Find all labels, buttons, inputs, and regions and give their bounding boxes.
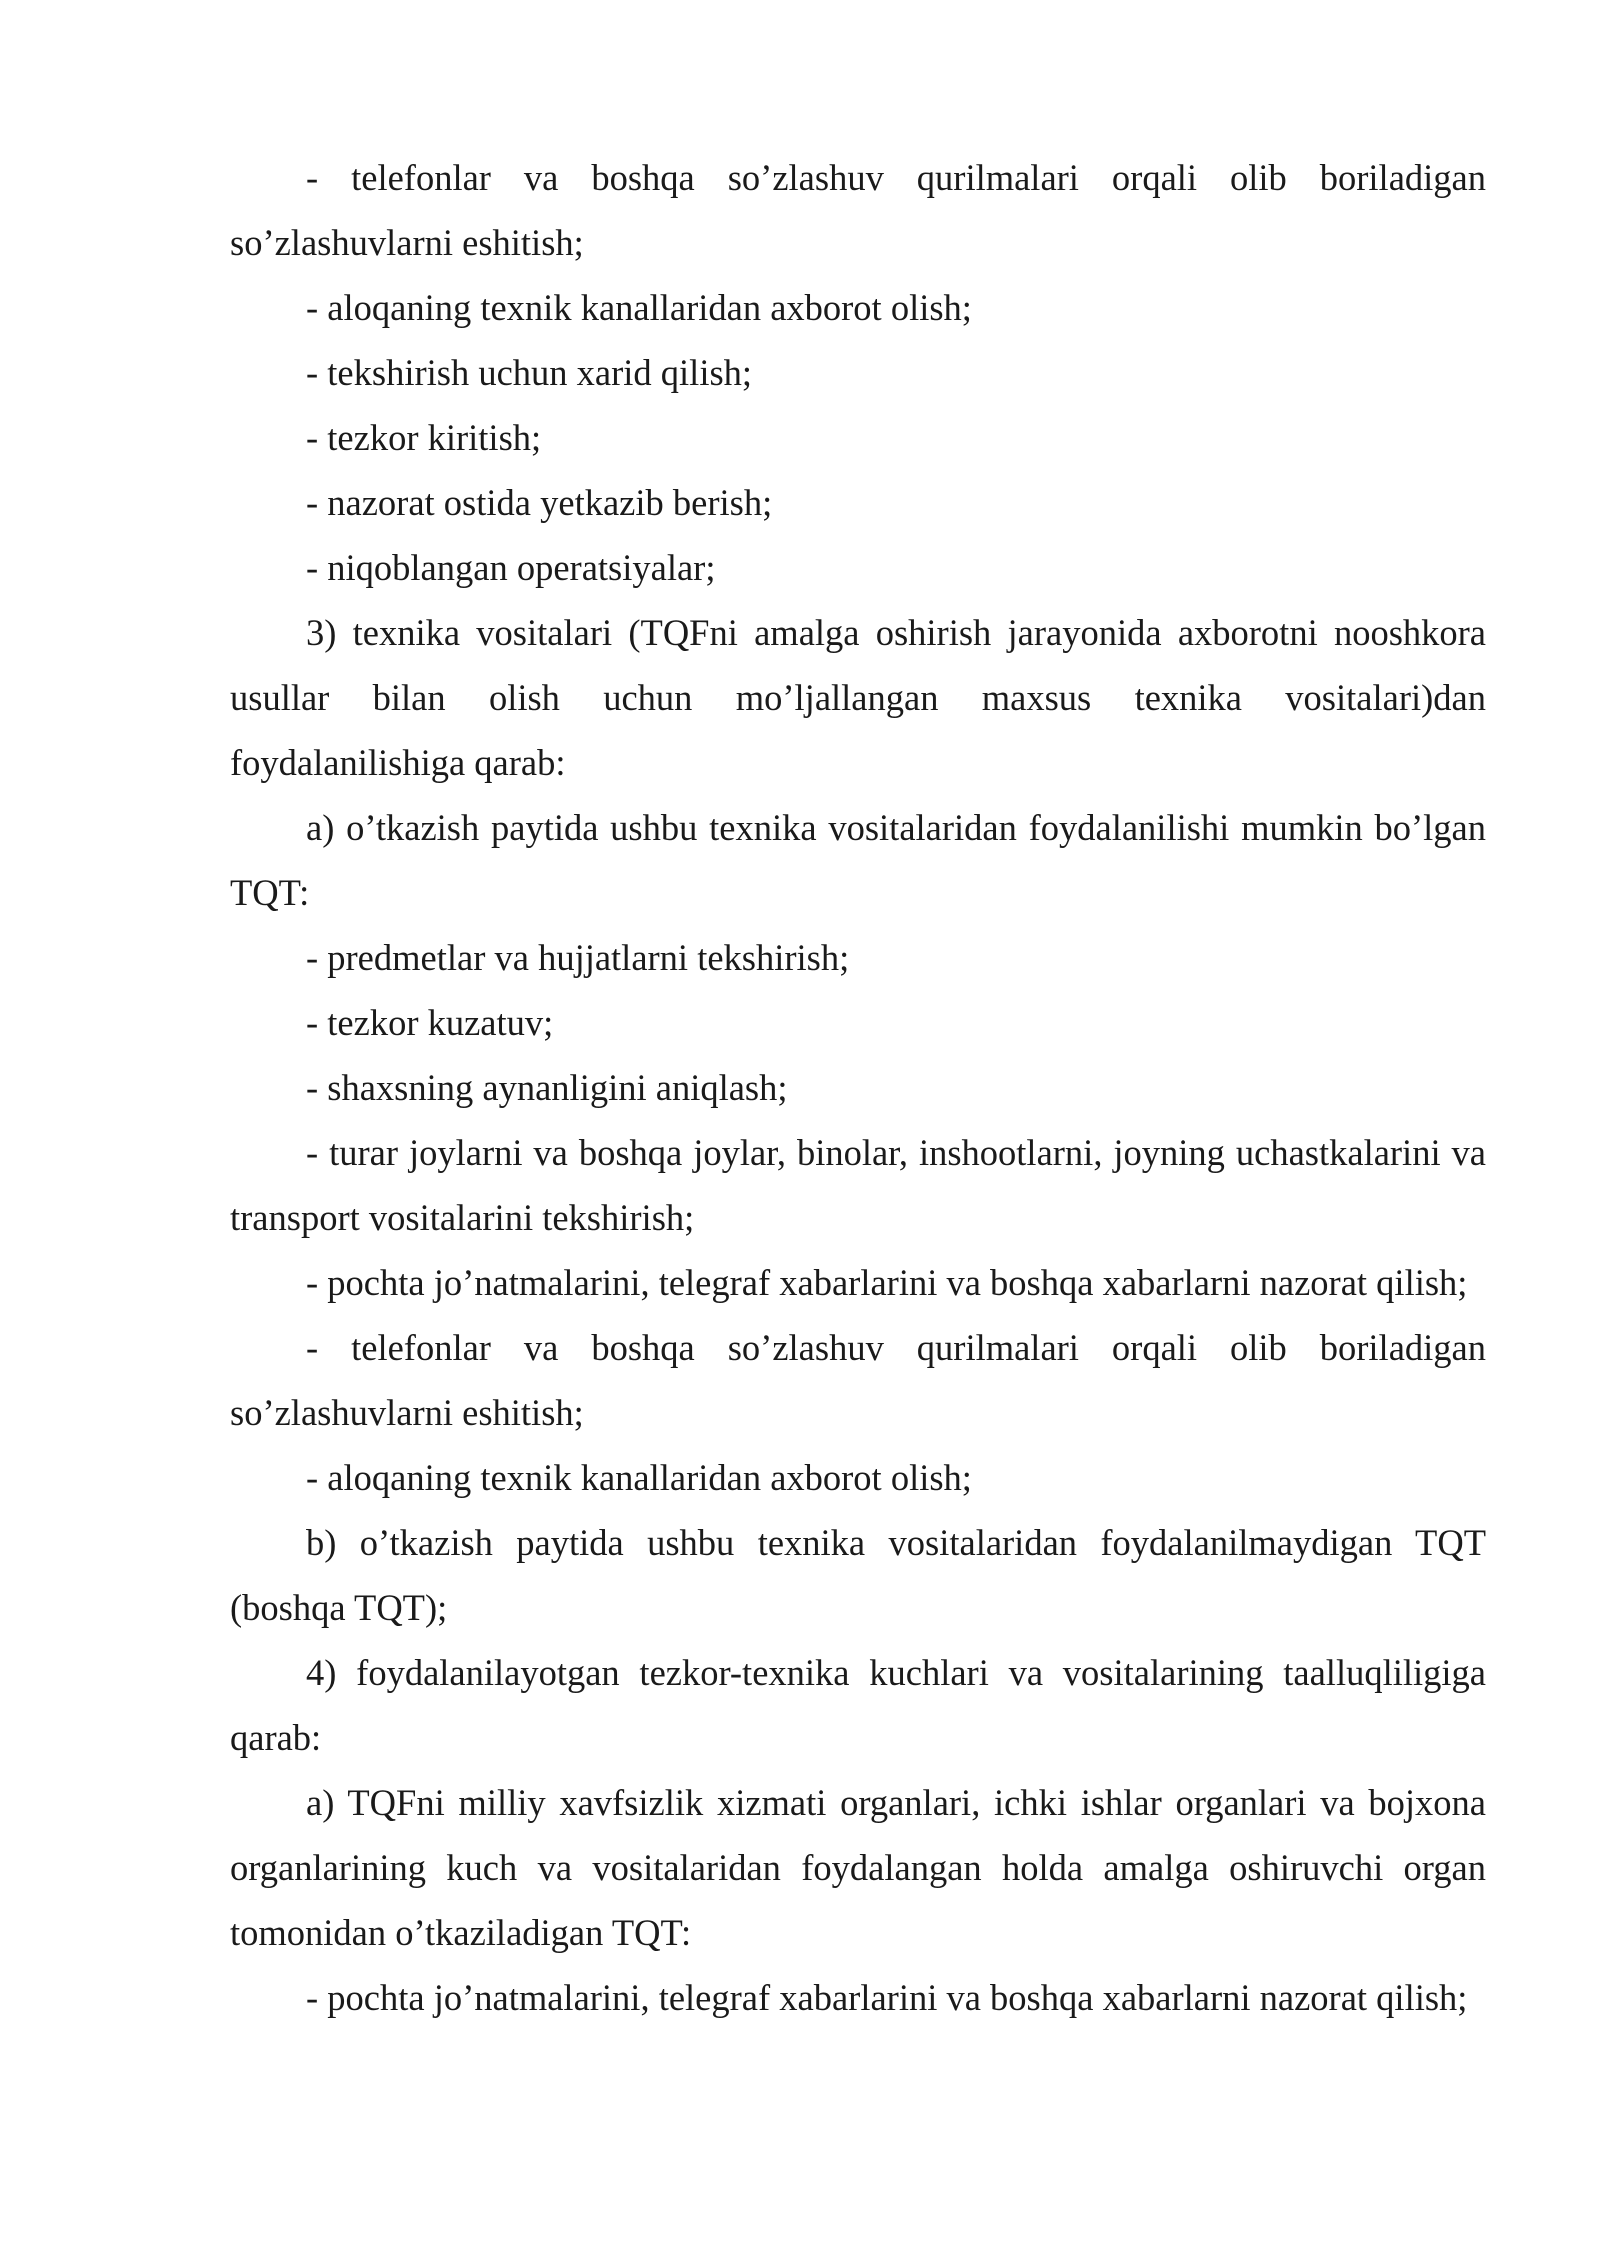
paragraph: - predmetlar va hujjatlarni tekshirish; [306, 937, 850, 978]
paragraph: - tezkor kuzatuv; [306, 1002, 554, 1043]
paragraph: - aloqaning texnik kanallaridan axborot olish; [306, 287, 972, 328]
paragraph: 3) texnika vositalari (TQFni amalga oshirish jarayonida axborotni nooshkora usullar bilan olish uchun mo’ljallangan maxsus texnika vositalari)dan foydalanilishiga qarab: [230, 612, 1486, 783]
paragraph: - shaxsning aynanligini aniqlash; [306, 1067, 788, 1108]
paragraph: - nazorat ostida yetkazib berish; [306, 482, 773, 523]
paragraph: - pochta jo’natmalarini, telegraf xabarlarini va boshqa xabarlarni nazorat qilish; [306, 1262, 1468, 1303]
paragraph: - tekshirish uchun xarid qilish; [306, 352, 753, 393]
paragraph: - turar joylarni va boshqa joylar, binolar, inshootlarni, joyning uchastkalarini va transport vositalarini tekshirish; [230, 1132, 1486, 1238]
document-page [230, 145, 1486, 2030]
paragraph: 4) foydalanilayotgan tezkor-texnika kuchlari va vositalarining taalluqliligiga qarab: [230, 1652, 1486, 1758]
paragraph: - aloqaning texnik kanallaridan axborot olish; [306, 1457, 972, 1498]
paragraph: b) o’tkazish paytida ushbu texnika vositalaridan foydalanilmaydigan TQT (boshqa TQT); [230, 1522, 1486, 1628]
paragraph: - niqoblangan operatsiyalar; [306, 547, 716, 588]
paragraph: - tezkor kiritish; [306, 417, 542, 458]
paragraph: - telefonlar va boshqa so’zlashuv qurilmalari orqali olib boriladigan so’zlashuvlarni eshitish; [230, 157, 1486, 263]
paragraph: a) o’tkazish paytida ushbu texnika vositalaridan foydalanilishi mumkin bo’lgan TQT: [230, 807, 1486, 913]
paragraph: - pochta jo’natmalarini, telegraf xabarlarini va boshqa xabarlarni nazorat qilish; [306, 1977, 1468, 2018]
paragraph: a) TQFni milliy xavfsizlik xizmati organlari, ichki ishlar organlari va bojxona organlarining kuch va vositalaridan foydalangan holda amalga oshiruvchi organ tomonidan o’tkaziladigan TQT: [230, 1782, 1486, 1953]
paragraph: - telefonlar va boshqa so’zlashuv qurilmalari orqali olib boriladigan so’zlashuvlarni eshitish; [230, 1327, 1486, 1433]
